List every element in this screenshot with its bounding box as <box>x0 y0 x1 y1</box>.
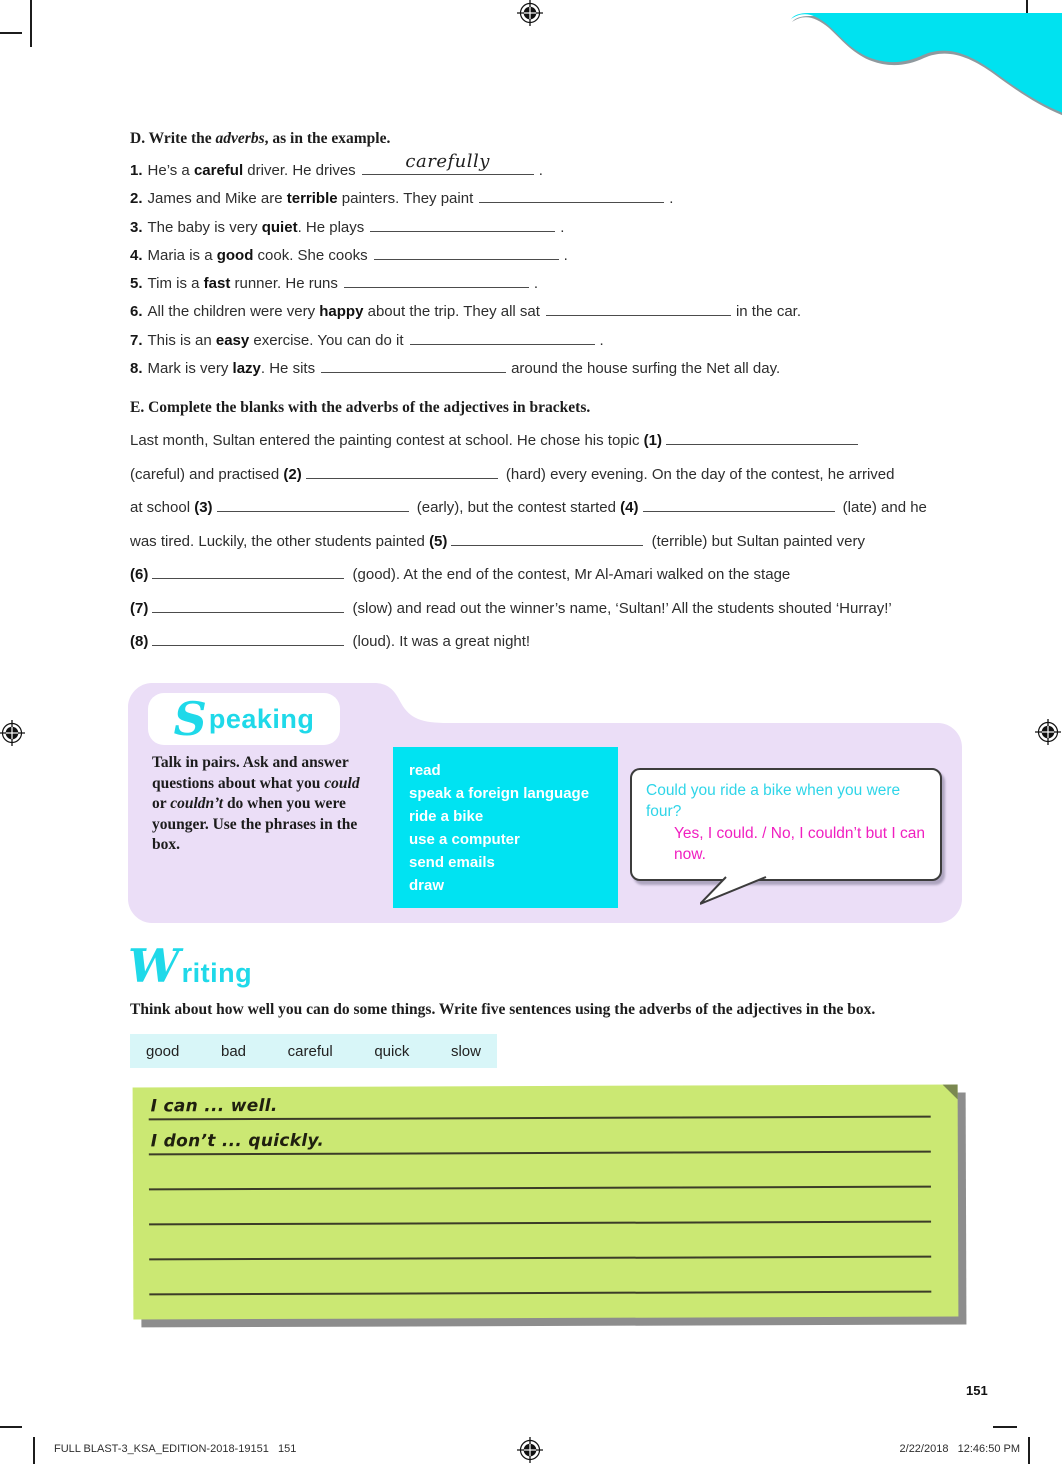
instruction-italic: couldn’t <box>170 795 224 812</box>
bold-adjective: lazy <box>232 360 261 378</box>
item-text: Maria is a <box>147 246 217 264</box>
word-box-item: slow <box>450 1042 481 1060</box>
crop-mark <box>33 1437 35 1464</box>
item-text: . <box>533 275 539 293</box>
exercise-e-line <box>130 424 970 458</box>
answer-blank <box>370 218 555 232</box>
registration-mark-icon <box>517 1437 543 1463</box>
bubble-question: Could you ride a bike when you were four? <box>646 782 901 820</box>
item-number: 2. <box>130 190 143 208</box>
writing-title-initial: W <box>128 939 180 993</box>
note-line <box>149 1118 931 1156</box>
item-text: . <box>669 190 674 208</box>
word-box-item: quick <box>374 1042 410 1060</box>
speaking-title <box>148 693 340 745</box>
exercise-d-item-7 <box>130 327 870 355</box>
crop-mark <box>0 1426 22 1428</box>
bubble-answer: Yes, I could. / No, I couldn’t but I can now. <box>674 825 926 863</box>
bold-adjective: fast <box>203 275 231 293</box>
writing-note-paper <box>133 1085 959 1320</box>
instruction-text: do when you were younger. Use the phrases in the box. <box>152 795 358 853</box>
crop-mark <box>1028 1437 1030 1464</box>
exercise-e-line <box>130 625 970 659</box>
instruction-text: or <box>152 795 171 812</box>
speech-bubble <box>630 768 942 881</box>
exercise-e <box>130 399 970 659</box>
speaking-instructions <box>152 753 376 856</box>
word-box-item: good <box>146 1042 180 1060</box>
answer-blank <box>152 632 344 646</box>
exercise-e-heading: E. Complete the blanks with the adverbs of the adjectives in brackets. <box>130 399 591 416</box>
answer-blank <box>344 274 529 288</box>
item-text: driver. He drives <box>243 162 356 179</box>
writing-title <box>128 939 253 993</box>
item-number: 7. <box>130 331 143 349</box>
page-number: 151 <box>966 1383 988 1398</box>
registration-mark-icon <box>1035 719 1061 745</box>
answer-blank <box>410 331 595 345</box>
exercise-d-item-1 <box>130 150 870 185</box>
answer-blank <box>451 532 643 546</box>
blank-number: (6) <box>130 566 149 583</box>
exercise-d-item-2 <box>130 185 870 213</box>
item-text: runner. He runs <box>230 275 338 293</box>
instruction-text: Talk in pairs. Ask and answer questions about what you <box>152 754 349 792</box>
blank-number: (7) <box>130 599 149 617</box>
note-line <box>149 1153 931 1191</box>
item-text: exercise. You can do it <box>249 331 404 349</box>
paragraph-text: (late) and he <box>838 499 927 516</box>
phrase-item: send emails <box>409 854 495 871</box>
item-text: in the car. <box>735 303 801 321</box>
blank-number: (4) <box>620 499 639 516</box>
speech-bubble-tail <box>700 876 770 906</box>
registration-mark-icon <box>517 0 543 26</box>
paragraph-text: (careful) and practised <box>130 465 284 483</box>
item-text: . <box>538 162 543 179</box>
paragraph-text: (loud). It was a great night! <box>348 633 531 650</box>
exercise-d-item-3 <box>130 214 870 242</box>
paragraph-text: Last month, Sultan entered the painting contest at school. He chose his topic <box>130 432 644 449</box>
word-box-item: bad <box>221 1042 247 1060</box>
answer-blank <box>217 498 409 512</box>
phrase-item: draw <box>409 877 445 894</box>
exercise-e-line <box>130 525 970 559</box>
answer-blank <box>152 565 344 579</box>
paragraph-text: at school <box>130 499 195 516</box>
item-text: James and Mike are <box>147 190 287 208</box>
item-number: 6. <box>130 303 143 321</box>
answer-blank <box>306 465 498 479</box>
item-text: . <box>563 246 568 264</box>
blank-number: (8) <box>130 633 149 650</box>
paragraph-text: (hard) every evening. On the day of the contest, he arrived <box>501 465 895 483</box>
footer-file-info: FULL BLAST-3_KSA_EDITION-2018-19151 151 <box>54 1443 297 1455</box>
paragraph-text: (early), but the contest started <box>412 499 621 516</box>
item-text: This is an <box>147 331 216 349</box>
bold-adjective: easy <box>215 331 250 349</box>
writing-instruction: Think about how well you can do some things. Write five sentences using the adverbs of the adjectives in the box. <box>130 1001 876 1018</box>
item-text: All the children were very <box>147 303 320 321</box>
crop-mark <box>30 0 32 47</box>
writing-title-rest: riting <box>181 958 253 988</box>
bold-adjective: good <box>216 246 254 264</box>
heading-italic-text: adverbs <box>215 130 265 147</box>
footer-timestamp: 2/22/2018 12:46:50 PM <box>899 1443 1020 1455</box>
answer-blank <box>321 359 506 373</box>
exercise-d-item-4 <box>130 242 870 270</box>
word-box <box>130 1034 497 1068</box>
blank-number: (2) <box>283 465 302 483</box>
blank-number: (3) <box>194 499 213 516</box>
exercise-e-line <box>130 458 970 492</box>
item-text: . He plays <box>297 218 365 236</box>
answer-blank <box>666 431 858 445</box>
item-text: around the house surfing the Net all day. <box>511 360 781 378</box>
exercise-e-line <box>130 558 970 592</box>
answer-blank <box>479 189 664 203</box>
bold-adjective: careful <box>193 162 244 179</box>
item-text: cook. She cooks <box>253 246 368 264</box>
note-line <box>149 1258 931 1296</box>
answer-blank <box>362 150 534 175</box>
item-text: . <box>599 331 604 349</box>
bold-adjective: terrible <box>286 190 338 208</box>
phrase-item: ride a bike <box>409 808 484 825</box>
item-number: 8. <box>130 360 143 378</box>
word-box-item: careful <box>287 1042 333 1060</box>
item-number: 3. <box>130 218 143 236</box>
phrase-item: read <box>409 762 441 779</box>
heading-text: D. Write the <box>130 130 216 147</box>
item-text: . He sits <box>260 360 316 378</box>
item-text: He’s a <box>147 162 194 179</box>
paragraph-text: (terrible) but Sultan painted very <box>647 532 866 550</box>
bold-adjective: quiet <box>261 218 298 236</box>
exercise-d-heading <box>130 130 870 148</box>
answer-blank <box>374 246 559 260</box>
phrase-item: use a computer <box>409 831 520 848</box>
item-text: Mark is very <box>147 360 233 378</box>
item-number: 5. <box>130 275 143 293</box>
bold-adjective: happy <box>319 303 364 321</box>
paragraph-text: (good). At the end of the contest, Mr Al-Amari walked on the stage <box>348 566 791 583</box>
registration-mark-icon <box>0 720 25 746</box>
exercise-d <box>130 130 870 383</box>
exercise-e-line <box>130 592 970 626</box>
handwritten-example: I don’t ... quickly. <box>150 1130 325 1152</box>
exercise-e-line <box>130 491 970 525</box>
paragraph-text: was tired. Luckily, the other students painted <box>130 532 430 550</box>
speaking-section <box>128 683 962 923</box>
heading-text: , as in the example. <box>264 130 391 147</box>
exercise-d-item-6 <box>130 298 870 326</box>
item-text: Tim is a <box>147 275 204 293</box>
corner-wave-decoration <box>787 0 1062 130</box>
item-text: The baby is very <box>147 218 262 236</box>
answer-blank <box>546 302 731 316</box>
phrase-item: speak a foreign language <box>409 785 590 802</box>
item-number: 4. <box>130 246 143 264</box>
note-line <box>149 1188 931 1226</box>
crop-mark <box>0 32 22 34</box>
note-line <box>149 1223 931 1261</box>
folded-corner-icon <box>943 1085 958 1100</box>
exercise-d-item-5 <box>130 270 870 298</box>
speaking-title-rest: peaking <box>208 703 315 734</box>
answer-blank <box>152 599 344 613</box>
item-text: painters. They paint <box>337 190 474 208</box>
crop-mark <box>993 1426 1017 1428</box>
answer-blank <box>643 498 835 512</box>
speaking-title-initial: S <box>173 692 207 746</box>
phrase-box <box>393 747 618 908</box>
exercise-d-item-8 <box>130 355 870 383</box>
handwritten-answer: carefully <box>405 150 490 172</box>
item-number: 1. <box>130 162 143 179</box>
instruction-italic: could <box>324 774 360 792</box>
item-text: . <box>560 218 565 236</box>
note-line <box>149 1085 931 1121</box>
blank-number: (1) <box>643 432 662 449</box>
item-text: about the trip. They all sat <box>363 303 540 321</box>
handwritten-example: I can ... well. <box>150 1095 278 1117</box>
paragraph-text: (slow) and read out the winner’s name, ‘Sultan!’ All the students shouted ‘Hurray!’ <box>348 599 892 617</box>
blank-number: (5) <box>429 532 448 550</box>
